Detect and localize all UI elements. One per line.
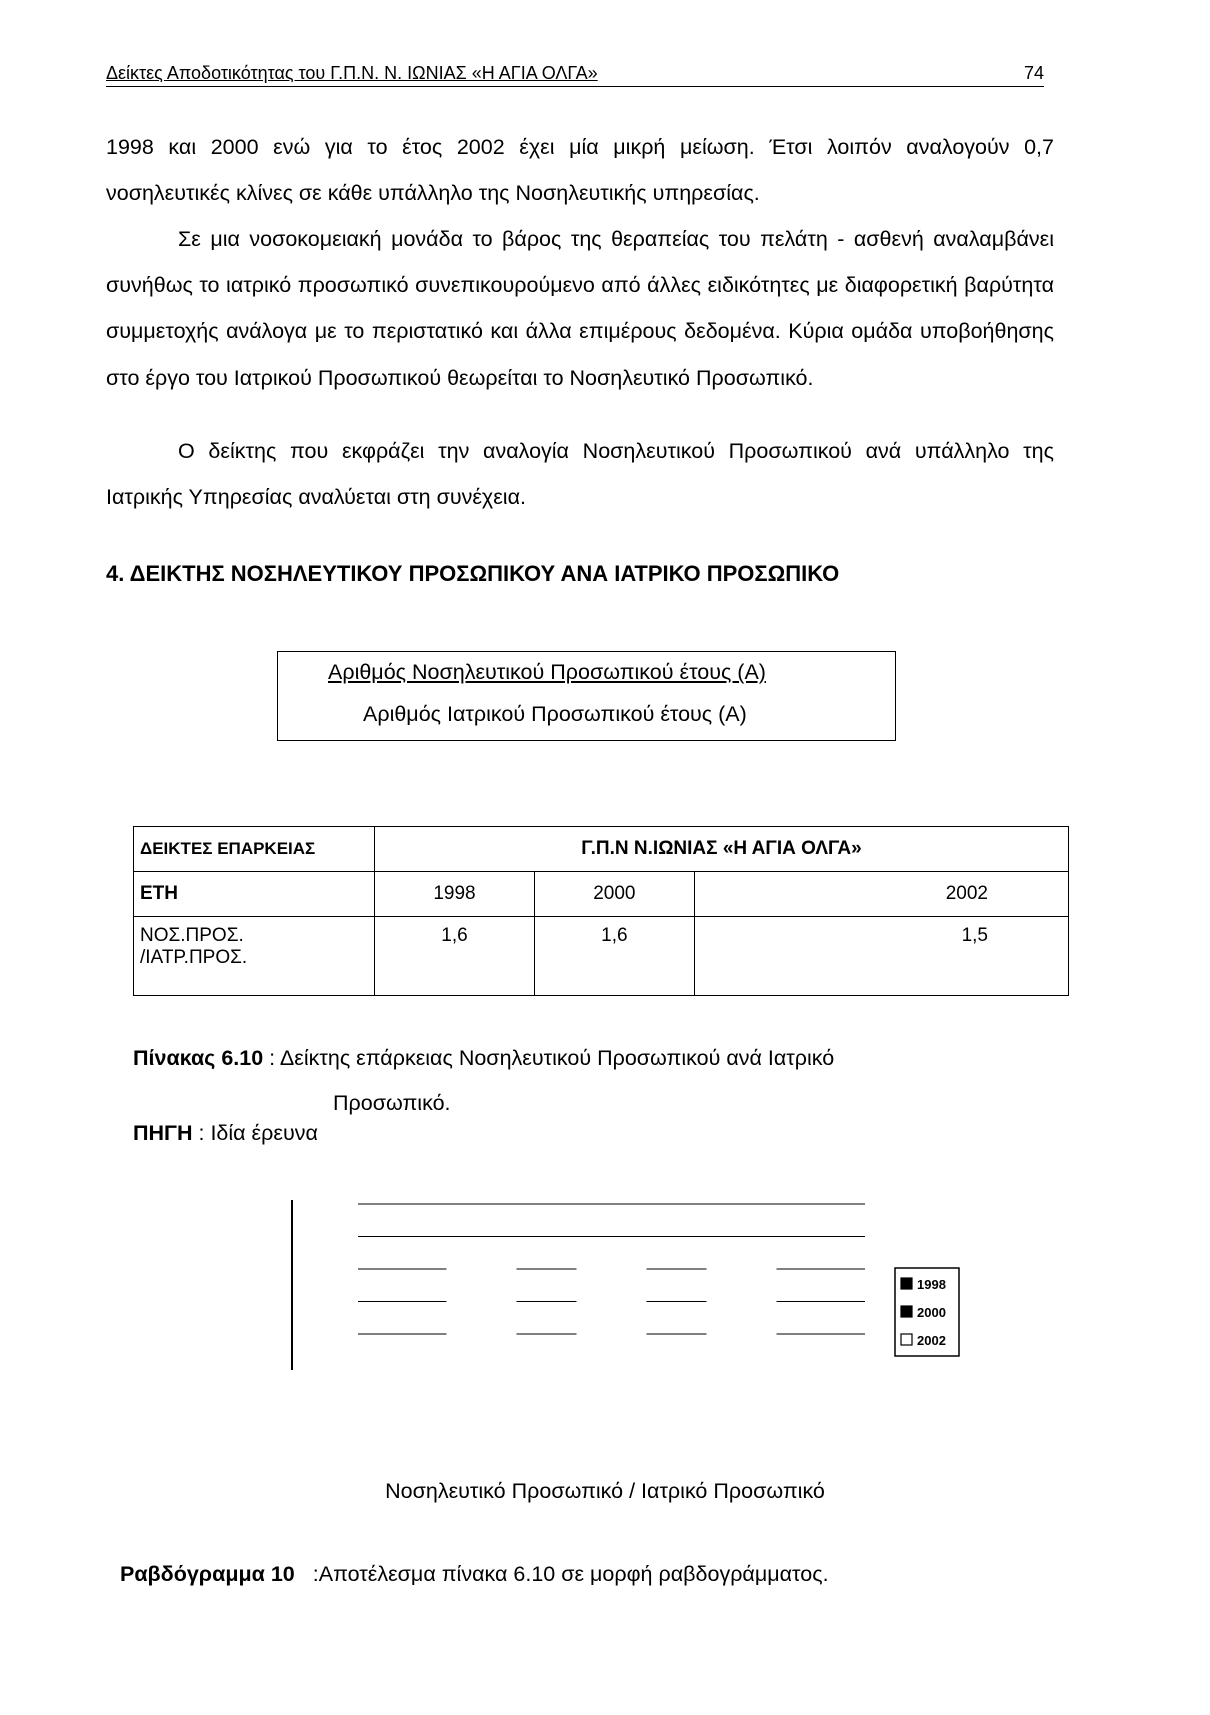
table-caption-sep: :	[263, 1046, 280, 1070]
chart-caption-label: Ραβδόγραμμα 10	[120, 1562, 295, 1586]
table-hospital-header: Γ.Π.Ν Ν.ΙΩΝΙΑΣ «Η ΑΓΙΑ ΟΛΓΑ»	[375, 827, 1069, 872]
section-title: 4. ΔΕΙΚΤΗΣ ΝΟΣΗΛΕΥΤΙΚΟΥ ΠΡΟΣΩΠΙΚΟΥ ΑΝΑ ΙΑΤΡΙΚΟ ΠΡΟΣΩΠΙΚΟ	[106, 561, 840, 586]
table-value-2002: 1,5	[694, 917, 1068, 996]
table-row-label-line2: /ΙΑΤΡ.ΠΡΟΣ.	[140, 947, 248, 968]
chart-legend-swatch-2000	[901, 1306, 912, 1317]
formula-box	[277, 651, 896, 741]
paragraph-1: 1998 και 2000 ενώ για το έτος 2002 έχει μία μικρή μείωση. Έτσι λοιπόν αναλογούν 0,7 νοσηλευτικές κλίνες σε κάθε υπάλληλο της Νοσηλευτικής υπηρεσίας.	[106, 135, 1054, 206]
source-sep: :	[192, 1121, 211, 1145]
chart-legend	[895, 1268, 959, 1356]
table-caption-text-1: Δείκτης επάρκειας Νοσηλευτικού Προσωπικού ανά Ιατρικό	[279, 1046, 835, 1070]
table-years-label: ΕΤΗ	[134, 872, 375, 917]
chart-legend-swatch-2002	[901, 1334, 912, 1345]
table-value-1998: 1,6	[375, 917, 535, 996]
header-title: Δείκτες Αποδοτικότητας του Γ.Π.Ν. Ν. ΙΩΝΙΑΣ «Η ΑΓΙΑ ΟΛΓΑ»	[106, 63, 598, 83]
chart-legend-label-1998: 1998	[917, 1277, 946, 1292]
chart-bar-1998	[447, 1258, 517, 1370]
chart-caption	[120, 1562, 829, 1587]
page-number: 74	[1023, 63, 1044, 83]
running-header	[106, 63, 1044, 87]
source-note	[133, 1121, 318, 1146]
table-year-2002: 2002	[694, 872, 1068, 917]
indicator-table	[133, 826, 1069, 996]
formula-denominator: Αριθμός Ιατρικού Προσωπικού έτους (Α)	[363, 702, 747, 726]
source-text: Ιδία έρευνα	[210, 1121, 318, 1145]
table-value-2000: 1,6	[534, 917, 694, 996]
bar-chart	[280, 1180, 990, 1480]
chart-x-axis-title: Νοσηλευτικό Προσωπικό / Ιατρικό Προσωπικό	[385, 1479, 825, 1503]
paragraph-3: Ο δείκτης που εκφράζει την αναλογία Νοσηλευτικού Προσωπικού ανά υπάλληλο της Ιατρικής Υπηρεσίας αναλύεται στη συνέχεια.	[106, 439, 1054, 510]
table-row-label	[134, 917, 375, 996]
paragraph-2: Σε μια νοσοκομειακή μονάδα το βάρος της θεραπείας του πελάτη - ασθενή αναλαμβάνει συνήθως το ιατρικό προσωπικό συνεπικουρούμενο από άλλες ειδικότητες με διαφορετική βαρύτητα συμμετοχής ανάλογα με το περιστατικό και άλλα επιμέρους δεδομένα. Κύρια ομάδα υποβοήθησης στο έργο του Ιατρικού Προσωπικού θεωρείται το Νοσηλευτικό Προσωπικό.	[106, 227, 1054, 390]
chart-caption-text: :Αποτέλεσμα πίνακα 6.10 σε μορφή ραβδογράμματος.	[312, 1562, 829, 1586]
chart-bar-2000	[577, 1258, 647, 1370]
table-row-label-line1: ΝΟΣ.ΠΡΟΣ.	[140, 925, 244, 946]
chart-legend-swatch-1998	[901, 1278, 912, 1289]
table-caption-text-2: Προσωπικό.	[333, 1091, 451, 1115]
formula-numerator: Αριθμός Νοσηλευτικού Προσωπικού έτους (Α)	[328, 660, 766, 684]
chart-plot-area	[292, 1200, 865, 1480]
source-label: ΠΗΓΗ	[133, 1121, 193, 1145]
table-year-1998: 1998	[375, 872, 535, 917]
table-caption-label: Πίνακας 6.10	[133, 1046, 264, 1070]
chart-legend-label-2000: 2000	[917, 1305, 946, 1320]
chart-bar-2002	[707, 1265, 777, 1370]
table-year-2000: 2000	[534, 872, 694, 917]
table-corner-label: ΔΕΙΚΤΕΣ ΕΠΑΡΚΕΙΑΣ	[134, 827, 375, 872]
table-caption	[133, 1036, 834, 1126]
chart-legend-label-2002: 2002	[917, 1333, 946, 1348]
